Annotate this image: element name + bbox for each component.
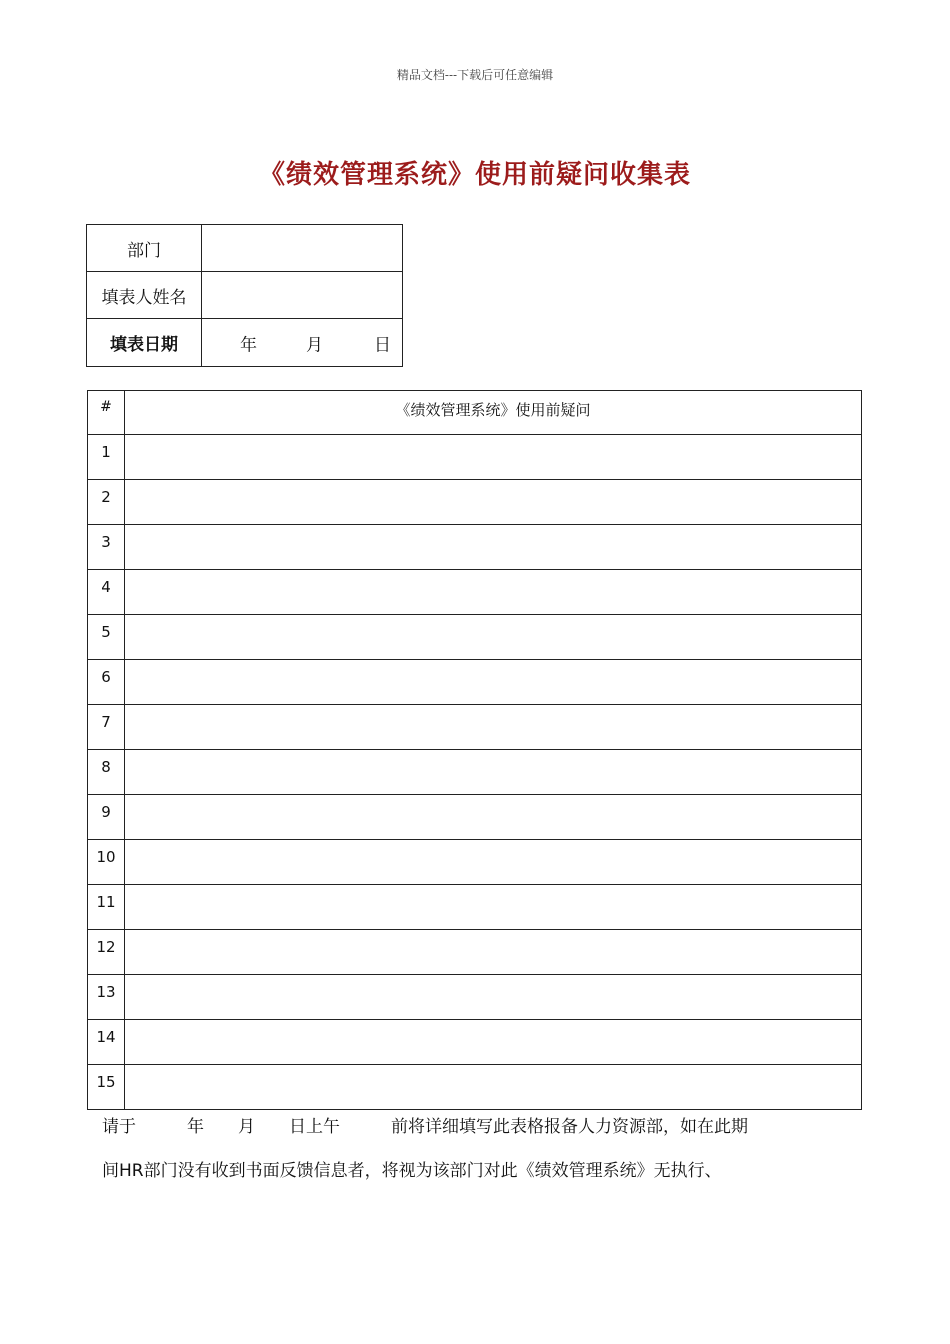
table-row [88, 1020, 862, 1065]
question-input-cell[interactable] [125, 840, 862, 885]
row-number: 15 [88, 1065, 125, 1110]
row-number: 12 [88, 930, 125, 975]
row-number: 7 [88, 705, 125, 750]
question-input-cell[interactable] [125, 1065, 862, 1110]
question-input-cell[interactable] [125, 795, 862, 840]
table-row [88, 975, 862, 1020]
row-number: 10 [88, 840, 125, 885]
question-input-cell[interactable] [125, 435, 862, 480]
row-number: 4 [88, 570, 125, 615]
name-label: 填表人姓名 [87, 272, 202, 319]
date-field[interactable] [202, 319, 403, 367]
table-row [88, 570, 862, 615]
question-input-cell[interactable] [125, 750, 862, 795]
row-number: 1 [88, 435, 125, 480]
table-row [88, 840, 862, 885]
question-input-cell[interactable] [125, 525, 862, 570]
row-number: 11 [88, 885, 125, 930]
question-input-cell[interactable] [125, 885, 862, 930]
table-row [88, 480, 862, 525]
question-input-cell[interactable] [125, 480, 862, 525]
date-label: 填表日期 [87, 319, 202, 367]
table-row [88, 525, 862, 570]
footer-line-1: 请于 年 月 日上午 前将详细填写此表格报备人力资源部，如在此期 [102, 1117, 748, 1137]
question-input-cell[interactable] [125, 660, 862, 705]
date-day-label: 日 [374, 335, 391, 355]
row-number: 3 [88, 525, 125, 570]
table-row [88, 705, 862, 750]
column-header-number: # [88, 391, 125, 435]
question-table [87, 390, 862, 1110]
name-field[interactable] [202, 272, 403, 319]
table-row [88, 930, 862, 975]
document-title: 《绩效管理系统》使用前疑问收集表 [258, 160, 691, 190]
table-row [88, 660, 862, 705]
row-number: 14 [88, 1020, 125, 1065]
row-number: 8 [88, 750, 125, 795]
table-row [88, 1065, 862, 1110]
date-year-label: 年 [240, 335, 257, 355]
department-label: 部门 [87, 225, 202, 272]
question-input-cell[interactable] [125, 975, 862, 1020]
row-number: 2 [88, 480, 125, 525]
question-input-cell[interactable] [125, 615, 862, 660]
row-number: 5 [88, 615, 125, 660]
row-number: 6 [88, 660, 125, 705]
header-note: 精品文档---下载后可任意编辑 [396, 68, 554, 82]
department-field[interactable] [202, 225, 403, 272]
row-number: 9 [88, 795, 125, 840]
row-number: 13 [88, 975, 125, 1020]
info-table [86, 224, 403, 367]
table-row [88, 435, 862, 480]
question-input-cell[interactable] [125, 570, 862, 615]
question-input-cell[interactable] [125, 930, 862, 975]
table-row [88, 615, 862, 660]
footer-line-2: 间HR部门没有收到书面反馈信息者，将视为该部门对此《绩效管理系统》无执行、 [102, 1161, 722, 1181]
question-input-cell[interactable] [125, 705, 862, 750]
date-month-label: 月 [306, 335, 323, 355]
question-input-cell[interactable] [125, 1020, 862, 1065]
table-row [88, 750, 862, 795]
table-row [88, 795, 862, 840]
column-header-question: 《绩效管理系统》使用前疑问 [125, 391, 862, 435]
table-row [88, 885, 862, 930]
